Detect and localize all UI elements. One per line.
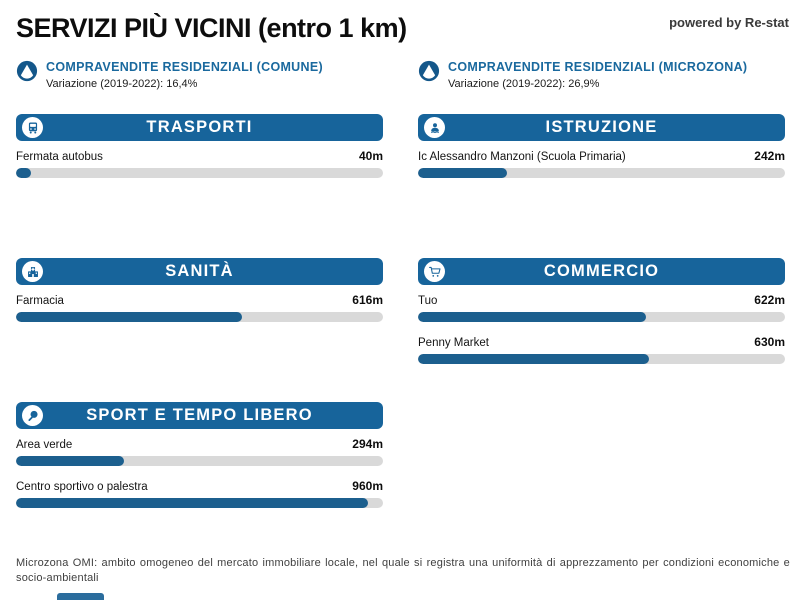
distance-bar-track bbox=[16, 498, 383, 508]
section-sport bbox=[16, 402, 383, 508]
section-sanita bbox=[16, 258, 383, 322]
service-row bbox=[16, 293, 383, 322]
section-header bbox=[418, 258, 785, 285]
bus-icon bbox=[22, 117, 43, 138]
distance-bar-track bbox=[418, 312, 785, 322]
distance-bar-track bbox=[16, 312, 383, 322]
stat-label: COMPRAVENDITE RESIDENZIALI (MICROZONA) bbox=[448, 60, 748, 74]
section-header bbox=[16, 258, 383, 285]
distance-bar-fill bbox=[418, 354, 649, 364]
service-label: Centro sportivo o palestra bbox=[16, 481, 148, 493]
re-stat-logo-icon bbox=[16, 60, 38, 82]
footer-note: Microzona OMI: ambito omogeneo del mercato immobiliare locale, nel quale si registra una uniformità di apprezzamento per condizioni economiche e socio-ambientali bbox=[16, 557, 790, 584]
distance-bar-track bbox=[16, 168, 383, 178]
distance-bar-fill bbox=[16, 168, 31, 178]
distance-value: 630m bbox=[754, 335, 785, 349]
service-row bbox=[16, 437, 383, 466]
section-title: TRASPORTI bbox=[146, 118, 253, 136]
service-label: Fermata autobus bbox=[16, 151, 103, 163]
service-row bbox=[16, 479, 383, 508]
distance-bar-fill bbox=[16, 498, 368, 508]
service-label: Area verde bbox=[16, 439, 73, 451]
distance-bar-track bbox=[418, 168, 785, 178]
powered-by-label: powered by Re-stat bbox=[669, 15, 789, 30]
distance-value: 960m bbox=[352, 479, 383, 493]
distance-value: 40m bbox=[358, 149, 383, 163]
service-row bbox=[418, 293, 785, 322]
cart-icon bbox=[424, 261, 445, 282]
distance-bar-track bbox=[16, 456, 383, 466]
stat-sublabel: Variazione (2019-2022): 26,9% bbox=[448, 78, 600, 90]
distance-bar-fill bbox=[16, 456, 124, 466]
service-label: Farmacia bbox=[16, 295, 64, 307]
stat-label: COMPRAVENDITE RESIDENZIALI (COMUNE) bbox=[46, 60, 323, 74]
section-header bbox=[418, 114, 785, 141]
section-trasporti bbox=[16, 114, 383, 178]
student-icon bbox=[424, 117, 445, 138]
section-title: SANITÀ bbox=[165, 262, 234, 280]
distance-value: 622m bbox=[754, 293, 785, 307]
re-stat-logo-icon bbox=[418, 60, 440, 82]
section-commercio bbox=[418, 258, 785, 364]
paddle-icon bbox=[22, 405, 43, 426]
distance-value: 294m bbox=[352, 437, 383, 451]
section-istruzione bbox=[418, 114, 785, 178]
distance-bar-track bbox=[418, 354, 785, 364]
section-title: COMMERCIO bbox=[543, 262, 660, 280]
distance-bar-fill bbox=[16, 312, 242, 322]
hospital-icon bbox=[22, 261, 43, 282]
stat-block-microzona bbox=[418, 60, 747, 90]
page-title: SERVIZI PIÙ VICINI (entro 1 km) bbox=[16, 13, 407, 43]
section-title: SPORT E TEMPO LIBERO bbox=[86, 406, 313, 424]
service-label: Penny Market bbox=[418, 337, 489, 349]
section-header bbox=[16, 402, 383, 429]
stat-block-comune bbox=[16, 60, 323, 90]
service-row bbox=[418, 335, 785, 364]
service-row bbox=[418, 149, 785, 178]
service-label: Tuo bbox=[418, 295, 438, 307]
section-title: ISTRUZIONE bbox=[545, 118, 658, 136]
service-label: Ic Alessandro Manzoni (Scuola Primaria) bbox=[418, 151, 626, 163]
distance-value: 242m bbox=[754, 149, 785, 163]
section-header bbox=[16, 114, 383, 141]
partial-bottom-element bbox=[57, 593, 104, 600]
distance-bar-fill bbox=[418, 168, 507, 178]
distance-bar-fill bbox=[418, 312, 646, 322]
distance-value: 616m bbox=[352, 293, 383, 307]
stat-sublabel: Variazione (2019-2022): 16,4% bbox=[46, 78, 198, 90]
service-row bbox=[16, 149, 383, 178]
